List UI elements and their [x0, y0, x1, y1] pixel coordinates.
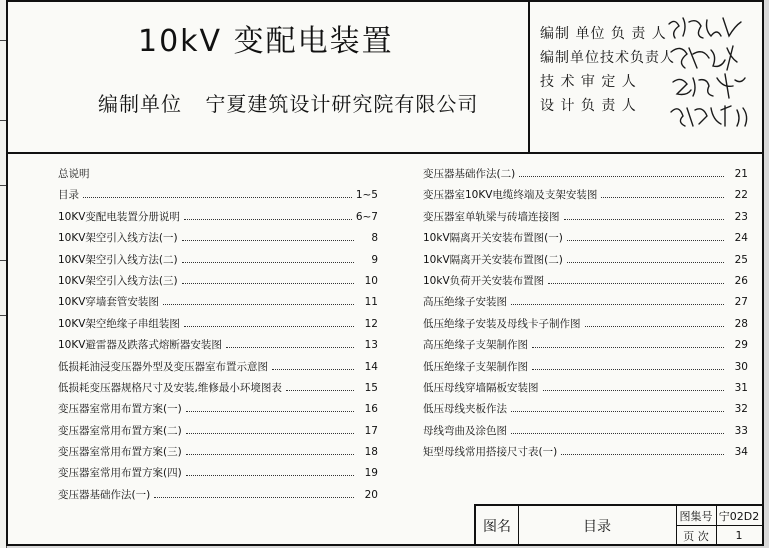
drawing-sheet [6, 0, 764, 546]
toc-entry [58, 421, 378, 442]
toc-leader-dots [519, 176, 724, 177]
toc-entry [423, 271, 748, 292]
toc-leader-dots [182, 240, 354, 241]
toc-entry-title: 低压母线夹板作法 [423, 403, 507, 416]
toc-entry-page: 26 [734, 274, 748, 287]
toc-leader-dots [532, 347, 724, 348]
page-number: 1 [735, 529, 743, 542]
toc-leader-dots [543, 390, 725, 391]
toc-entry-page: 21 [734, 168, 748, 180]
toc-leader-dots [184, 219, 352, 220]
toc-leader-dots [184, 326, 354, 327]
toc-entry [58, 399, 378, 420]
toc-entry [423, 399, 748, 420]
toc-entry-title: 高压绝缘子支架制作图 [423, 339, 528, 352]
atlas-number-label: 图集号 [679, 509, 713, 523]
toc-entry [58, 207, 378, 228]
organization-name: 宁夏建筑设计研究院有限公司 [205, 92, 479, 116]
toc-leader-dots [511, 304, 724, 305]
toc-entry-page: 34 [734, 446, 748, 459]
toc-entry [423, 292, 748, 313]
toc-entry-title: 变压器基础作法(一) [58, 488, 151, 501]
toc-entry-page: 10 [364, 274, 378, 287]
toc-entry [423, 442, 748, 463]
page-label: 页 次 [683, 529, 709, 543]
title-block-label: 图名 [483, 519, 511, 535]
toc-leader-dots [286, 390, 354, 391]
toc-entry-title: 变压器室单轨梁与砖墙连接图 [423, 210, 560, 223]
toc-entry-page: 9 [371, 253, 378, 266]
toc-entry-page: 23 [734, 210, 748, 223]
toc-entry [423, 421, 748, 442]
toc-leader-dots [511, 433, 724, 434]
toc-leader-dots [561, 454, 724, 455]
atlas-number: 宁02D2 [718, 509, 760, 523]
toc-entry-title: 母线弯曲及涂色图 [423, 424, 507, 437]
toc-leader-dots [186, 475, 354, 476]
toc-entry [58, 335, 378, 356]
toc-entry-title: 矩型母线常用搭接尺寸表(一) [423, 446, 558, 459]
toc-entry-title: 10kV隔离开关安装布置图(一) [423, 232, 563, 245]
toc-leader-dots [564, 219, 725, 220]
toc-leader-dots [532, 369, 724, 370]
toc-leader-dots [567, 262, 724, 263]
sheet-header [8, 2, 762, 154]
toc-entry-page: 11 [364, 296, 378, 309]
toc-entry [58, 185, 378, 206]
toc-entry [423, 357, 748, 378]
toc-entry-title: 变压器室常用布置方案(一) [58, 403, 182, 416]
toc-entry-page: 33 [734, 424, 748, 437]
toc-entry-page: 19 [364, 467, 378, 480]
toc-entry-title: 10KV架空引入线方法(二) [58, 253, 178, 266]
toc-entry-title: 10kV负荷开关安装布置图 [423, 274, 545, 287]
organization-line [98, 88, 478, 117]
toc-entry-page: 17 [364, 424, 378, 437]
toc-leader-dots [511, 411, 724, 412]
toc-leader-dots [548, 283, 724, 284]
toc-entry [58, 292, 378, 313]
toc-entry [58, 228, 378, 249]
toc-entry-page: 13 [364, 339, 378, 352]
toc-entry-title: 变压器基础作法(二) [423, 168, 516, 180]
toc-entry-page: 12 [364, 317, 378, 330]
toc-entry-page: 28 [734, 317, 748, 330]
toc-entry-page: 15 [364, 381, 378, 394]
toc-entry [423, 185, 748, 206]
toc-leader-dots [186, 454, 354, 455]
toc-entry-page: 24 [734, 232, 748, 245]
handwritten-signatures [663, 12, 759, 142]
toc-entry [58, 442, 378, 463]
toc-entry [423, 335, 748, 356]
toc-entry-title: 10KV架空引入线方法(一) [58, 232, 178, 245]
title-block [474, 504, 762, 546]
toc-leader-dots [186, 411, 354, 412]
toc-entry-page: 25 [734, 253, 748, 266]
toc-entry-page: 31 [734, 381, 748, 394]
role-label: 编制单位技术负责人 [540, 50, 675, 66]
organization-label: 编制单位 [98, 92, 182, 116]
toc-leader-dots [163, 304, 354, 305]
toc-entry-title: 变压器室常用布置方案(二) [58, 424, 182, 437]
toc-leader-dots [567, 240, 724, 241]
toc-entry-title: 10KV穿墙套管安装图 [58, 296, 159, 309]
toc-entry-title: 总说明 [58, 168, 90, 180]
toc-entry-page: 30 [734, 360, 748, 373]
toc-entry-page: 29 [734, 339, 748, 352]
toc-entry-page: 27 [734, 296, 748, 309]
page-title: 10kV 变配电装置 [138, 24, 394, 59]
toc-entry-title: 变压器室常用布置方案(三) [58, 446, 182, 459]
toc-entry [423, 164, 748, 185]
toc-entry [58, 314, 378, 335]
toc-entry [58, 164, 378, 185]
toc-entry-page: 1~5 [355, 189, 378, 202]
toc-leader-dots [272, 369, 354, 370]
toc-entry-title: 低压绝缘子安装及母线卡子制作图 [423, 317, 581, 330]
toc-entry [423, 207, 748, 228]
toc-entry-title: 10KV变配电装置分册说明 [58, 210, 180, 223]
toc-leader-dots [601, 197, 724, 198]
toc-entry [423, 250, 748, 271]
toc-entry [423, 378, 748, 399]
toc-entry-title: 低压绝缘子支架制作图 [423, 360, 528, 373]
toc-entry-title: 目录 [58, 189, 79, 202]
toc-entry-title: 10kV隔离开关安装布置图(二) [423, 253, 563, 266]
toc-entry-title: 低损耗变压器规格尺寸及安装,维修最小环境图表 [58, 381, 282, 394]
toc-entry [58, 463, 378, 484]
toc-right-column [423, 164, 748, 463]
toc-entry-title: 变压器室10KV电缆终端及支架安装图 [423, 189, 598, 202]
toc-entry-page: 14 [364, 360, 378, 373]
toc-leader-dots [585, 326, 725, 327]
toc-leader-dots [83, 197, 352, 198]
header-divider [528, 2, 530, 152]
toc-entry-title: 10KV架空引入线方法(三) [58, 274, 178, 287]
toc-entry [423, 314, 748, 335]
toc-entry-title: 低压母线穿墙隔板安装图 [423, 381, 539, 394]
toc-entry-page: 8 [371, 232, 378, 245]
responsibility-list [540, 22, 675, 118]
toc-entry [58, 378, 378, 399]
toc-entry [423, 228, 748, 249]
toc-entry-page: 20 [364, 488, 378, 501]
toc-entry-title: 10KV避雷器及跌落式熔断器安装图 [58, 339, 222, 352]
toc-entry-title: 变压器室常用布置方案(四) [58, 467, 182, 480]
toc-leader-dots [154, 497, 354, 498]
toc-left-column [58, 164, 378, 506]
toc-entry-page: 6~7 [355, 210, 378, 223]
drawing-name: 目录 [583, 519, 611, 535]
toc-entry-title: 10KV架空绝缘子串组装图 [58, 317, 180, 330]
toc-leader-dots [182, 283, 354, 284]
toc-entry [58, 250, 378, 271]
toc-entry-page: 16 [364, 403, 378, 416]
toc-entry [58, 485, 378, 506]
toc-leader-dots [186, 433, 354, 434]
role-label: 技 术 审 定 人 [540, 74, 637, 90]
toc-leader-dots [226, 347, 354, 348]
toc-leader-dots [182, 262, 354, 263]
toc-entry [58, 357, 378, 378]
role-label: 编制 单位 负 责 人 [540, 26, 667, 42]
toc-entry-page: 32 [734, 403, 748, 416]
toc-entry-title: 低损耗油浸变压器外型及变压器室布置示意图 [58, 360, 268, 373]
role-label: 设 计 负 责 人 [540, 98, 637, 114]
toc-entry-title: 高压绝缘子安装图 [423, 296, 507, 309]
toc-entry-page: 22 [734, 189, 748, 202]
toc-entry [58, 271, 378, 292]
toc-entry-page: 18 [364, 446, 378, 459]
